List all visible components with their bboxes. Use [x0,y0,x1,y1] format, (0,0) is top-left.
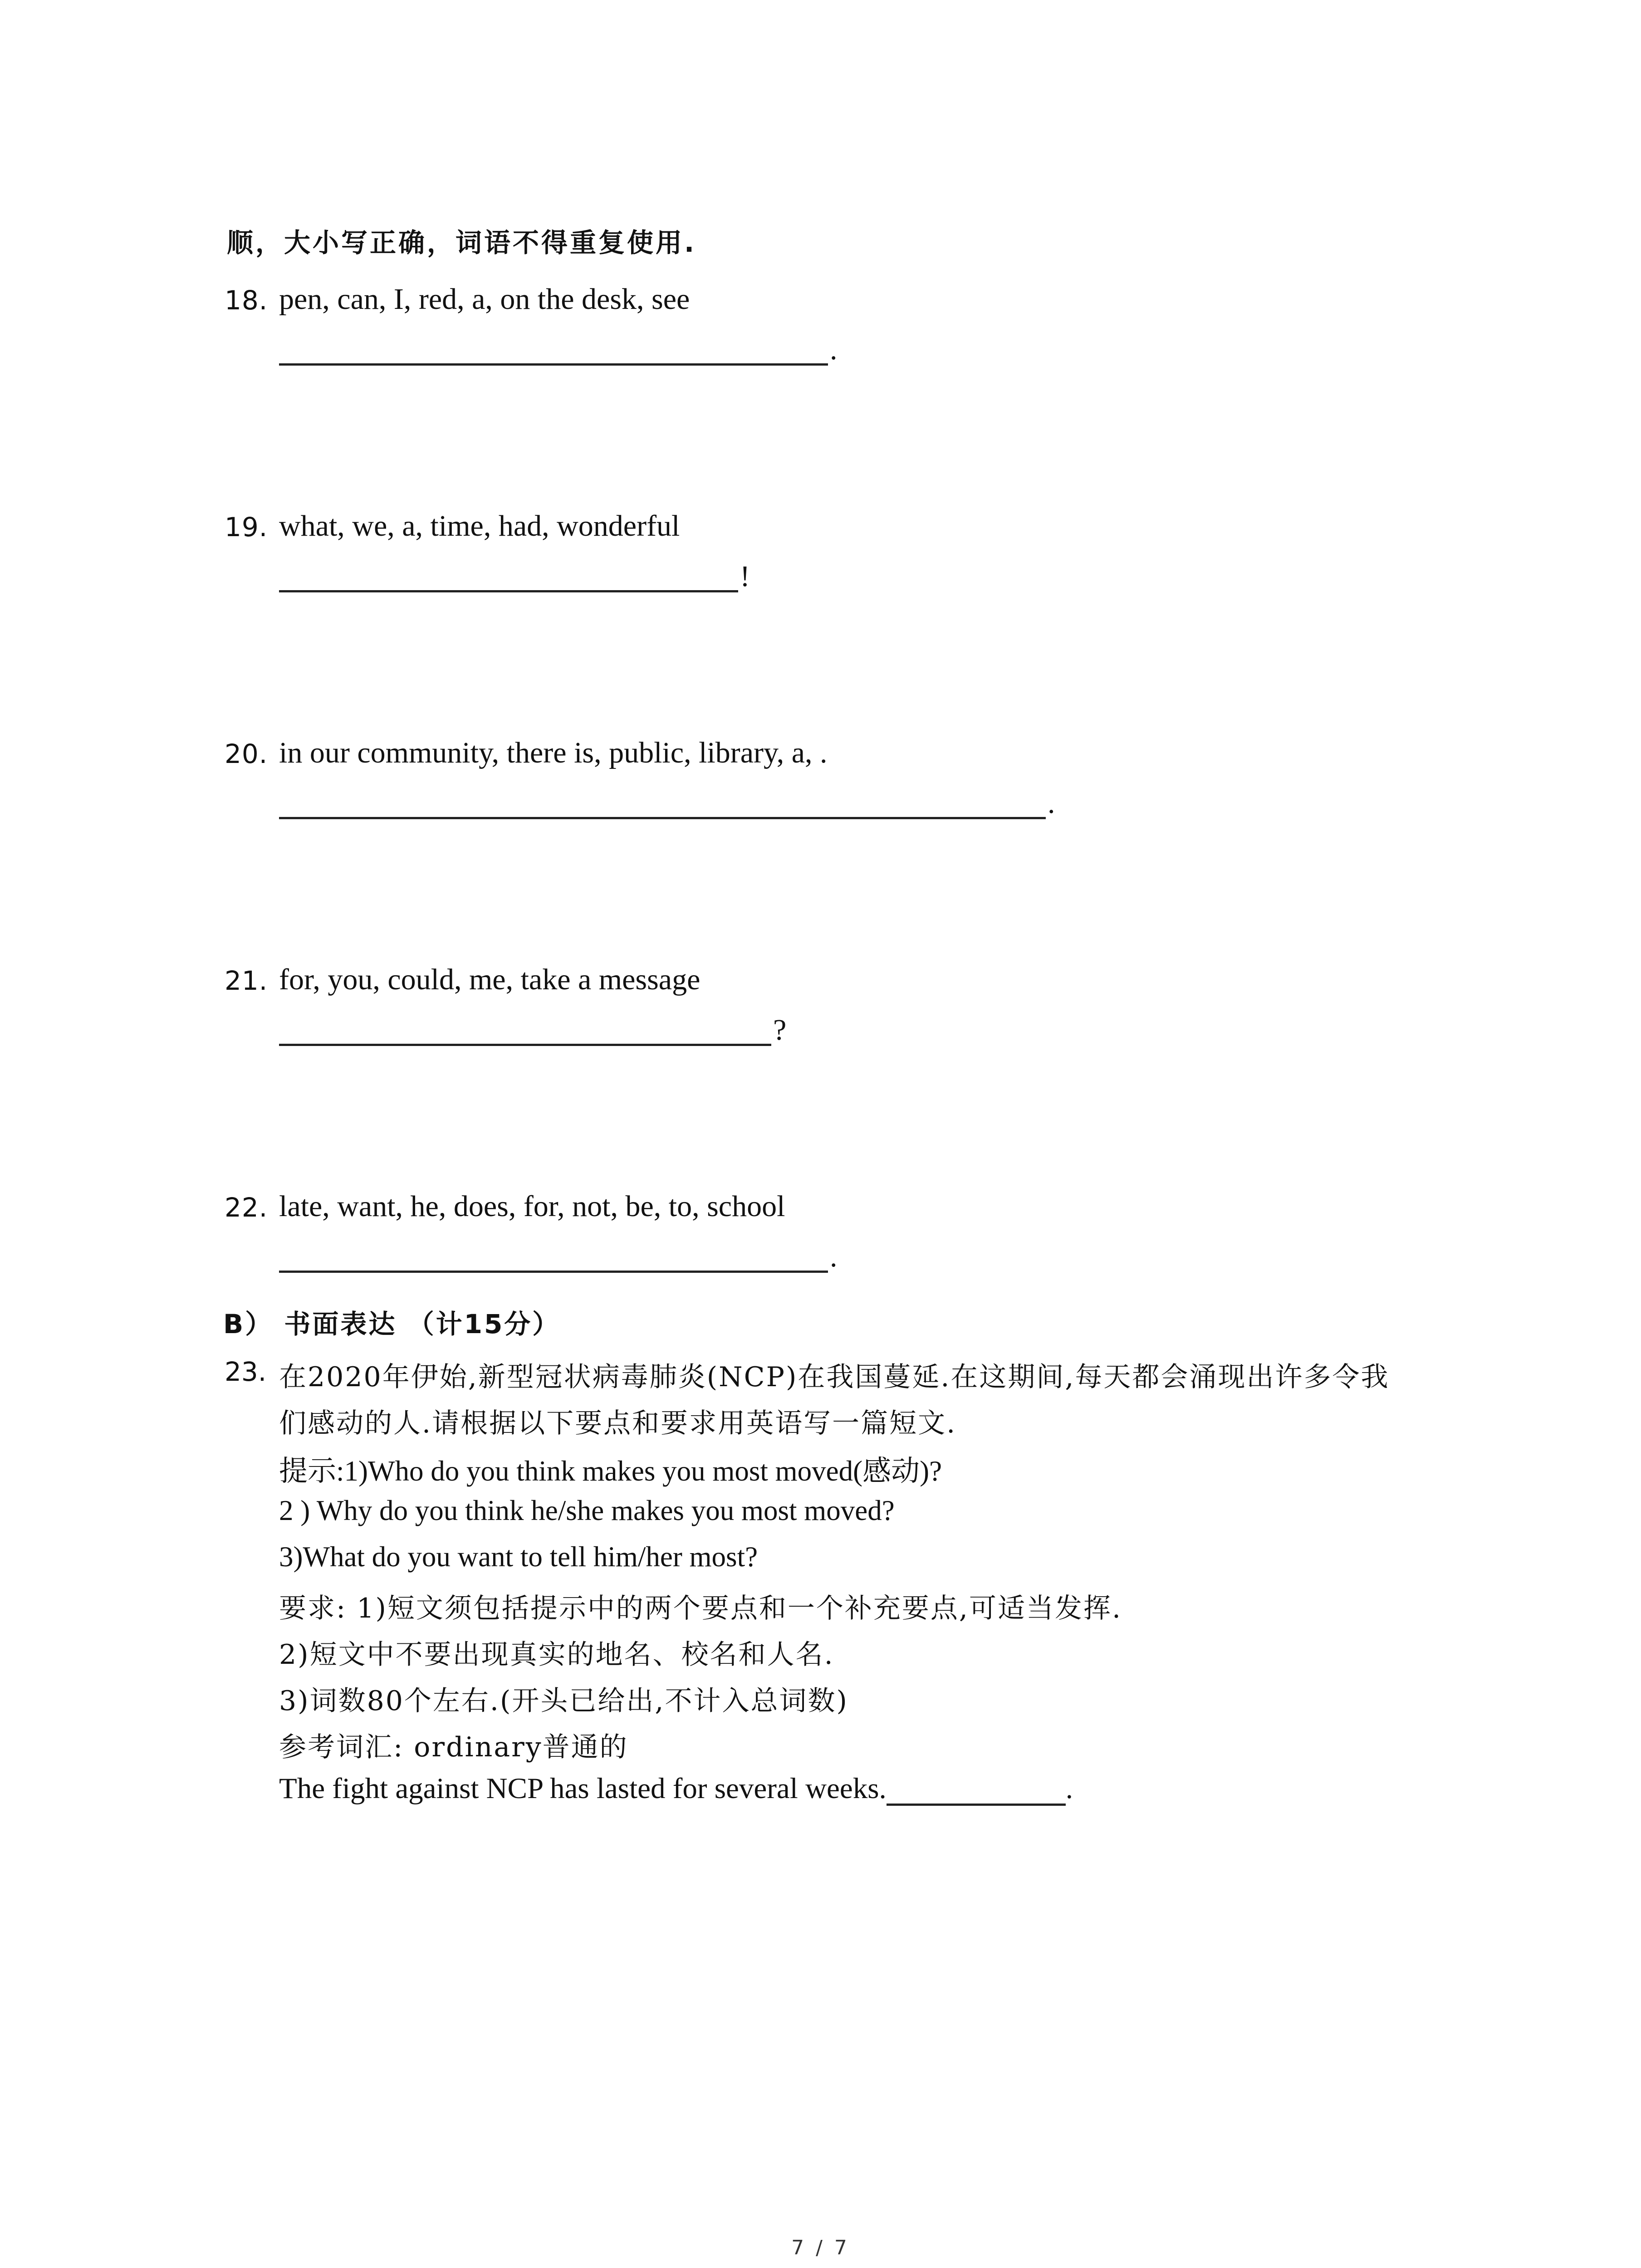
question-prompt: late, want, he, does, for, not, be, to, school [279,1190,785,1223]
question-number: 22. [225,1192,268,1223]
question-prompt: pen, can, I, red, a, on the desk, see [279,283,690,316]
requirement-line-2: 2)短文中不要出现真实的地名、校名和人名. [279,1639,834,1671]
answer-blank[interactable] [279,560,738,592]
answer-line-19[interactable] [279,558,750,592]
answer-blank[interactable] [279,333,828,366]
end-punctuation: . [1065,1772,1073,1805]
end-punctuation: . [1048,787,1055,820]
question-prompt: in our community, there is, public, library, a, . [279,736,828,769]
answer-blank[interactable] [279,1014,771,1046]
question-prompt: for, you, could, me, take a message [279,963,700,996]
answer-blank[interactable] [279,787,1046,819]
instruction-text: 顺，大小写正确，词语不得重复使用. [227,227,697,258]
essay-answer-blank[interactable] [887,1775,1066,1806]
question-23-number: 23. [225,1356,267,1387]
requirement-line-3: 3)词数80个左右.(开头已给出,不计入总词数) [279,1685,848,1717]
section-b-heading: B） 书面表达 （计15分） [223,1309,561,1339]
answer-line-22[interactable] [279,1238,838,1273]
question-number: 21. [225,965,268,996]
end-punctuation: ? [773,1013,787,1046]
question-number: 18. [225,285,268,316]
answer-line-20[interactable] [279,785,1055,819]
reference-vocabulary: 参考词汇: ordinary普通的 [279,1731,628,1763]
answer-line-18[interactable] [279,331,838,366]
question-prompt: what, we, a, time, had, wonderful [279,509,680,543]
writing-task-line: 在2020年伊始,新型冠状病毒肺炎(NCP)在我国蔓延.在这期间,每天都会涌现出许多令我 [279,1361,1390,1393]
page-number: 7 / 7 [791,2236,850,2259]
essay-opening-line [279,1772,1073,1806]
essay-opening-text: The fight against NCP has lasted for several weeks. [279,1772,887,1805]
requirement-line-1: 要求: 1)短文须包括提示中的两个要点和一个补充要点,可适当发挥. [279,1593,1122,1624]
writing-task-line: 们感动的人.请根据以下要点和要求用英语写一篇短文. [279,1408,957,1439]
answer-line-21[interactable] [279,1012,786,1046]
end-punctuation: . [830,1240,838,1273]
question-number: 20. [225,738,268,769]
question-number: 19. [225,512,268,543]
hint-line-2: 2 ) Why do you think he/she makes you most moved? [279,1495,895,1526]
end-punctuation: ! [740,560,750,593]
hint-line-1: 提示:1)Who do you think makes you most moved(感动)? [279,1455,942,1487]
hint-line-3: 3)What do you want to tell him/her most? [279,1541,758,1573]
answer-blank[interactable] [279,1241,828,1273]
end-punctuation: . [830,333,838,366]
